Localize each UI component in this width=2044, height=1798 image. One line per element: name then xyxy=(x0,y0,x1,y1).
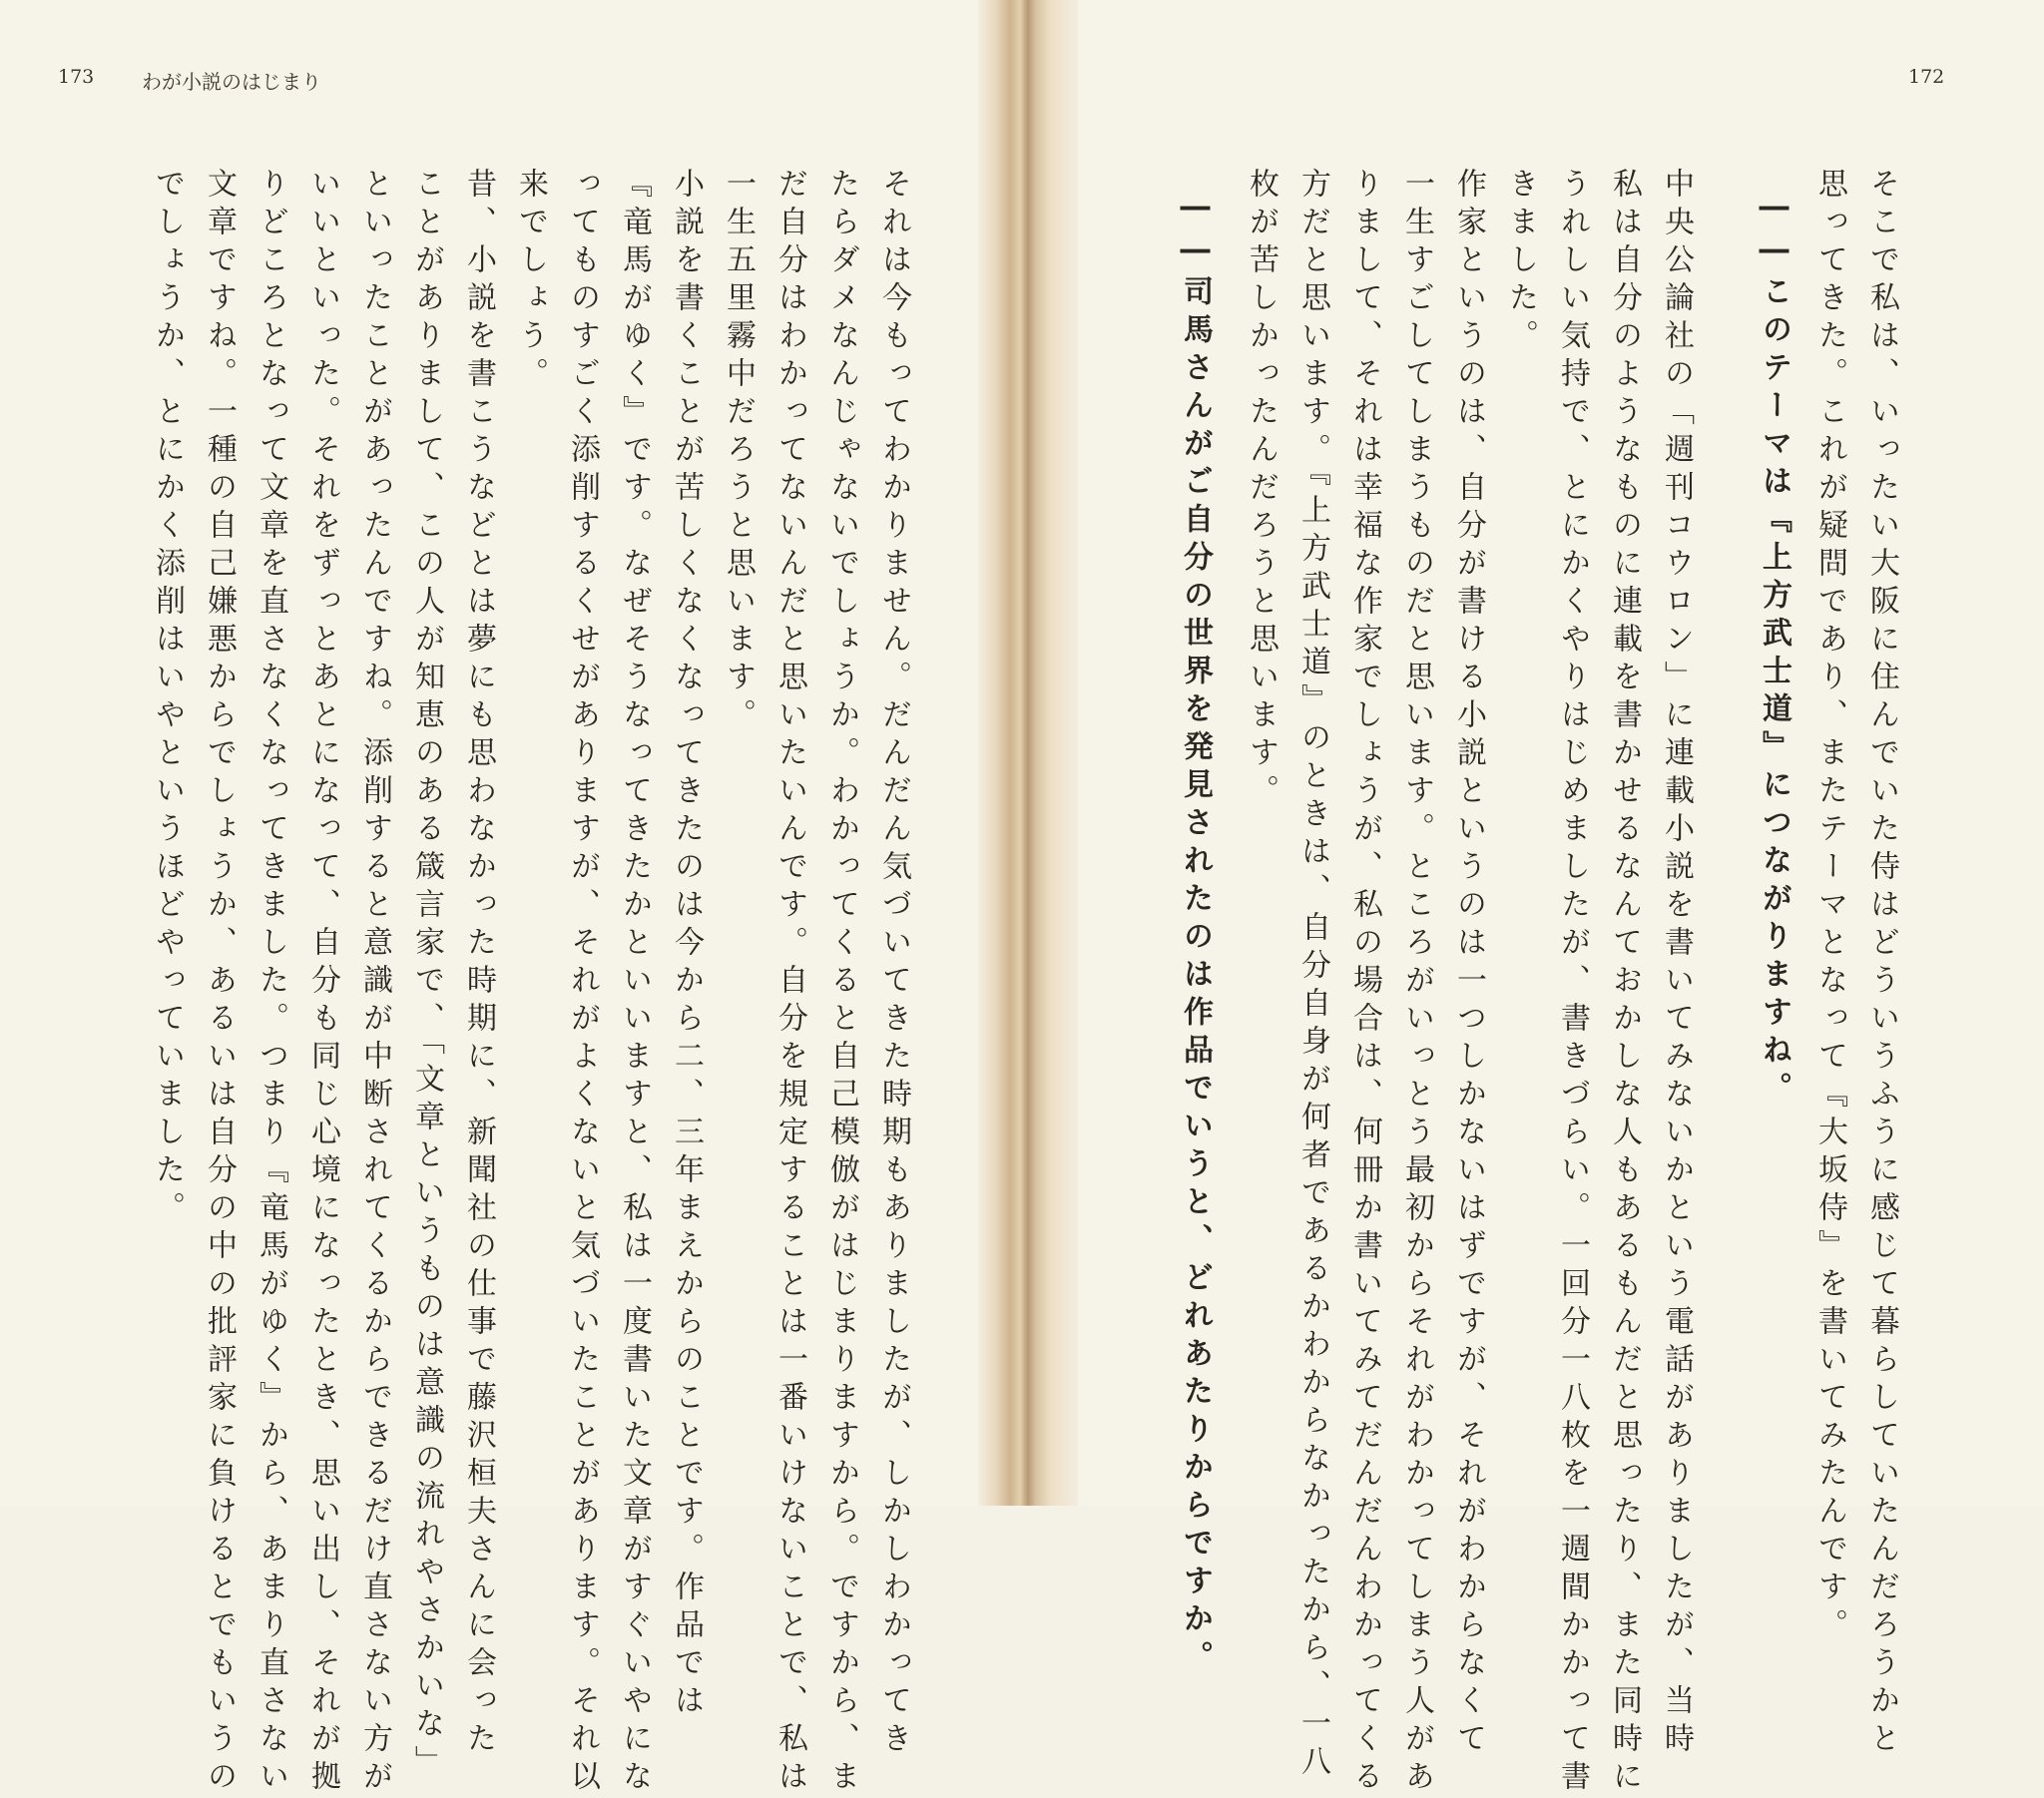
text-line: 方だと思います。『上方武士道』のときは、自分自身が何者であるかわからなかったから、一八 xyxy=(1295,168,1330,1783)
text-line: 来でしょう。 xyxy=(513,168,548,395)
text-line: 文章ですね。一種の自己嫌悪からでしょうか、あるいは自分の中の批評家に負けるとでもいうの xyxy=(202,168,237,1798)
text-line: りまして、それは幸福な作家でしょうが、私の場合は、何冊か書いてみてだんだんわかってくる xyxy=(1347,168,1382,1798)
text-line: きました。 xyxy=(1503,168,1538,357)
text-line: 一生すごしてしまうものだと思います。ところがいっとう最初からそれがわかってしまう人があ xyxy=(1399,168,1434,1798)
text-line: 中央公論社の「週刊コウロン」に連載小説を書いてみないかという電話がありましたが、当時 xyxy=(1659,168,1694,1760)
text-line: いいといった。それをずっとあとになって、自分も同じ心境になったとき、思い出し、それが拠 xyxy=(305,168,340,1798)
right-page-number: 172 xyxy=(1908,66,1945,88)
text-line: でしょうか、とにかく添削はいやというほどやっていました。 xyxy=(150,168,185,1229)
text-line: といったことがあったんですね。添削すると意識が中断されてくるからできるだけ直さない方が xyxy=(357,168,392,1798)
text-line: 昔、小説を書こうなどとは夢にも思わなかった時期に、新聞社の仕事で藤沢桓夫さんに会った xyxy=(461,168,496,1760)
interview-question: ――司馬さんがご自分の世界を発見されたのは作品でいうと、どれあたりからですか。 xyxy=(1178,190,1213,1678)
text-line: うれしい気持で、とにかくやりはじめましたが、書きづらい。一回分一八枚を一週間かかって書 xyxy=(1555,168,1590,1798)
running-title: わが小説のはじまり xyxy=(142,70,321,94)
text-line: 『竜馬がゆく』です。なぜそうなってきたかといいますと、私は一度書いた文章がすぐいやにな xyxy=(617,168,652,1798)
text-line: そこで私は、いったい大阪に住んでいた侍はどういうふうに感じて暮らしていたんだろうかと xyxy=(1864,168,1899,1760)
text-line: 一生五里霧中だろうと思います。 xyxy=(721,168,756,736)
text-line: ことがありまして、この人が知恵のある箴言家で、「文章というものは意識の流れやさかいな」 xyxy=(409,168,444,1783)
text-line: たらダメなんじゃないでしょうか。わかってくると自己模倣がはじまりますから。ですから、ま xyxy=(824,168,859,1798)
text-line: ってものすごく添削するくせがありますが、それがよくないと気づいたことがあります。それ以 xyxy=(565,168,600,1798)
text-line: それは今もってわかりません。だんだん気づいてきた時期もありましたが、しかしわかってき xyxy=(876,168,911,1760)
book-gutter xyxy=(978,0,1078,1506)
text-line: 小説を書くことが苦しくなくなってきたのは今から二、三年まえからのことです。作品では xyxy=(669,168,704,1722)
text-line: 思ってきた。これが疑問であり、またテーマとなって『大坂侍』を書いてみたんです。 xyxy=(1812,168,1847,1646)
text-line: 作家というのは、自分が書ける小説というのは一つしかないはずですが、それがわからなくて xyxy=(1451,168,1486,1760)
text-line: 枚が苦しかったんだろうと思います。 xyxy=(1244,168,1278,812)
text-line: りどころとなって文章を直さなくなってきました。つまり『竜馬がゆく』から、あまり直さない xyxy=(254,168,288,1798)
text-line: だ自分はわかってないんだと思いたいんです。自分を規定することは一番いけないことで、私は xyxy=(772,168,807,1798)
interview-question: ――このテーマは『上方武士道』につながりますね。 xyxy=(1757,190,1791,1110)
text-line: 私は自分のようなものに連載を書かせるなんておかしな人もあるもんだと思ったり、また同時に xyxy=(1607,168,1642,1798)
left-page-number: 173 xyxy=(58,66,95,88)
